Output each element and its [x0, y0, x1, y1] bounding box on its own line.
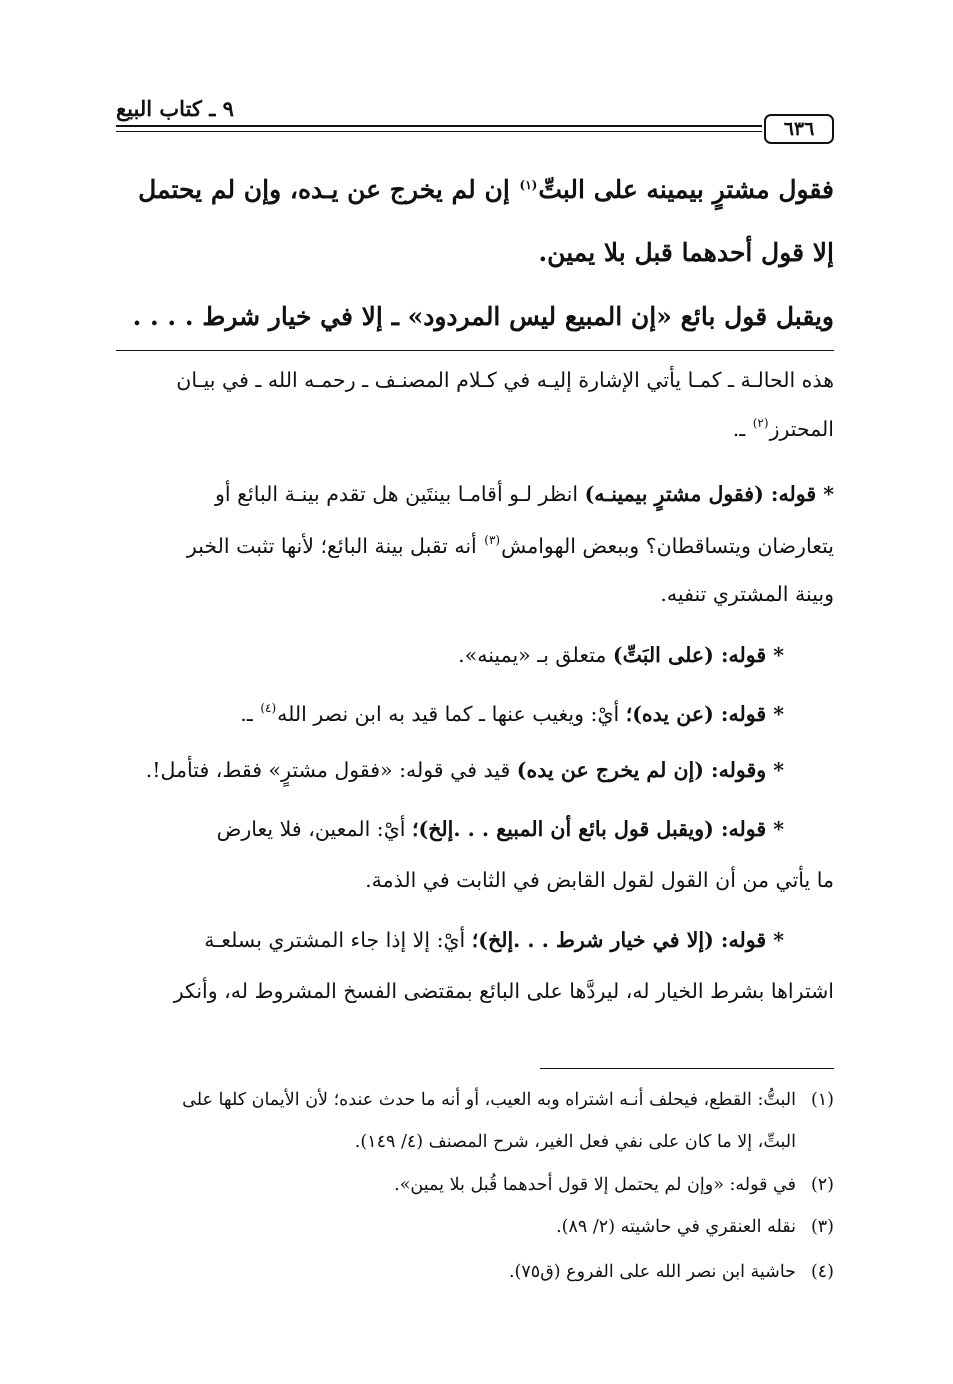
- quoted-phrase: * قوله: (ويقبل قول بائع أن المبيع . . .إلخ)؛: [411, 817, 784, 841]
- commentary-text: أيْ: ويغيب عنها ـ كما قيد به ابن نصر الله: [277, 702, 626, 726]
- commentary-line: [116, 817, 834, 841]
- header-rule-bottom: [116, 131, 762, 132]
- footnote-text: حاشية ابن نصر الله على الفروع (ق٧٥).: [508, 1262, 796, 1282]
- footnote-number: (١): [810, 1090, 834, 1110]
- matn-separator: [116, 350, 834, 351]
- matn-line-1: [116, 175, 834, 204]
- commentary-text: ـ.: [732, 417, 752, 441]
- footnote-number: (٢): [810, 1175, 834, 1195]
- commentary-line: اشتراها بشرط الخيار له، ليردَّها على البائع بمقتضى الفسخ المشروط له، وأنكر: [173, 979, 834, 1003]
- matn-text: إن لم يخرج عن يـده، وإن لم يحتمل: [138, 175, 519, 204]
- quoted-phrase: * قوله: (فقول مشترٍ بيمينـه): [584, 482, 834, 506]
- commentary-line: [116, 482, 834, 506]
- matn-line-2: إلا قول أحدهما قبل بلا يمين.: [538, 238, 834, 267]
- footnote-number: (٣): [810, 1217, 834, 1237]
- matn-text: فقول مشترٍ بيمينه على البتِّ: [538, 175, 834, 204]
- commentary-line: [116, 701, 834, 726]
- commentary-line: وبينة المشتري تنفيه.: [660, 582, 834, 606]
- footnote-ref: (٤): [260, 701, 277, 715]
- commentary-text: أنه تقبل بينة البائع؛ لأنها تثبت الخبر: [186, 534, 484, 558]
- commentary-line: [116, 758, 834, 782]
- commentary-text: يتعارضان ويتساقطان؟ وببعض الهوامش: [501, 534, 834, 558]
- quoted-phrase: * قوله: (إلا في خيار شرط . . .إلخ)؛: [471, 928, 784, 952]
- commentary-text: ـ.: [240, 702, 260, 726]
- quoted-phrase: * قوله: (على البَتِّ): [612, 643, 784, 667]
- commentary-line: ما يأتي من أن القول لقول القابض في الثابت في الذمة.: [365, 868, 834, 892]
- footnote-text: نقله العنقري في حاشيته (٢/ ٨٩).: [556, 1217, 796, 1237]
- commentary-line: [116, 416, 834, 441]
- footnote-1-continued: البتِّ، إلا ما كان على نفي فعل الغير، شرح المصنف (٤/ ١٤٩).: [354, 1132, 796, 1152]
- commentary-text: متعلق بـ «يمينه».: [458, 643, 613, 667]
- header-rule-top: [116, 125, 762, 127]
- footnote-3: [116, 1217, 834, 1237]
- footnote-ref: (١): [519, 178, 538, 192]
- commentary-text: أيْ: المعين، فلا يعارض: [216, 817, 412, 841]
- footnote-ref: (٢): [752, 416, 769, 430]
- commentary-text: انظر لـو أقامـا بينتَين هل تقدم بينـة البائع أو: [215, 482, 585, 506]
- footnote-ref: (٣): [484, 533, 501, 547]
- commentary-line: [116, 533, 834, 558]
- footnote-4: [116, 1262, 834, 1282]
- page-number: ٦٣٦: [783, 118, 815, 140]
- quoted-phrase: * وقوله: (إن لم يخرج عن يده): [516, 758, 784, 782]
- chapter-title: ٩ ـ كتاب البيع: [116, 96, 234, 121]
- page-number-box: [764, 114, 834, 144]
- footnote-text: في قوله: «وإن لم يحتمل إلا قول أحدهما قُبل بلا يمين».: [394, 1175, 796, 1195]
- commentary-text: قيد في قوله: «فقول مشترٍ» فقط، فتأمل!.: [145, 758, 517, 782]
- commentary-line: [116, 643, 834, 667]
- footnote-text: البتُّ: القطع، فيحلف أنـه اشتراه وبه العيب، أو أنه ما حدث عنده؛ لأن الأيمان كلها على: [182, 1090, 796, 1110]
- footnote-separator: [540, 1068, 834, 1069]
- matn-line-3: ويقبل قول بائع «إن المبيع ليس المردود» ـ إلا في خيار شرط . . . .: [132, 302, 834, 331]
- commentary-line: [116, 928, 834, 952]
- footnote-1: [116, 1090, 834, 1110]
- commentary-line: هذه الحالـة ـ كمـا يأتي الإشارة إليـه في كـلام المصنـف ـ رحمـه الله ـ في بيـان: [176, 368, 834, 392]
- footnote-2: [116, 1175, 834, 1195]
- commentary-text: أيْ: إلا إذا جاء المشتري بسلعـة: [204, 928, 472, 952]
- footnote-number: (٤): [810, 1262, 834, 1282]
- commentary-text: المحترز: [769, 417, 834, 441]
- quoted-phrase: * قوله: (عن يده)؛: [625, 702, 784, 726]
